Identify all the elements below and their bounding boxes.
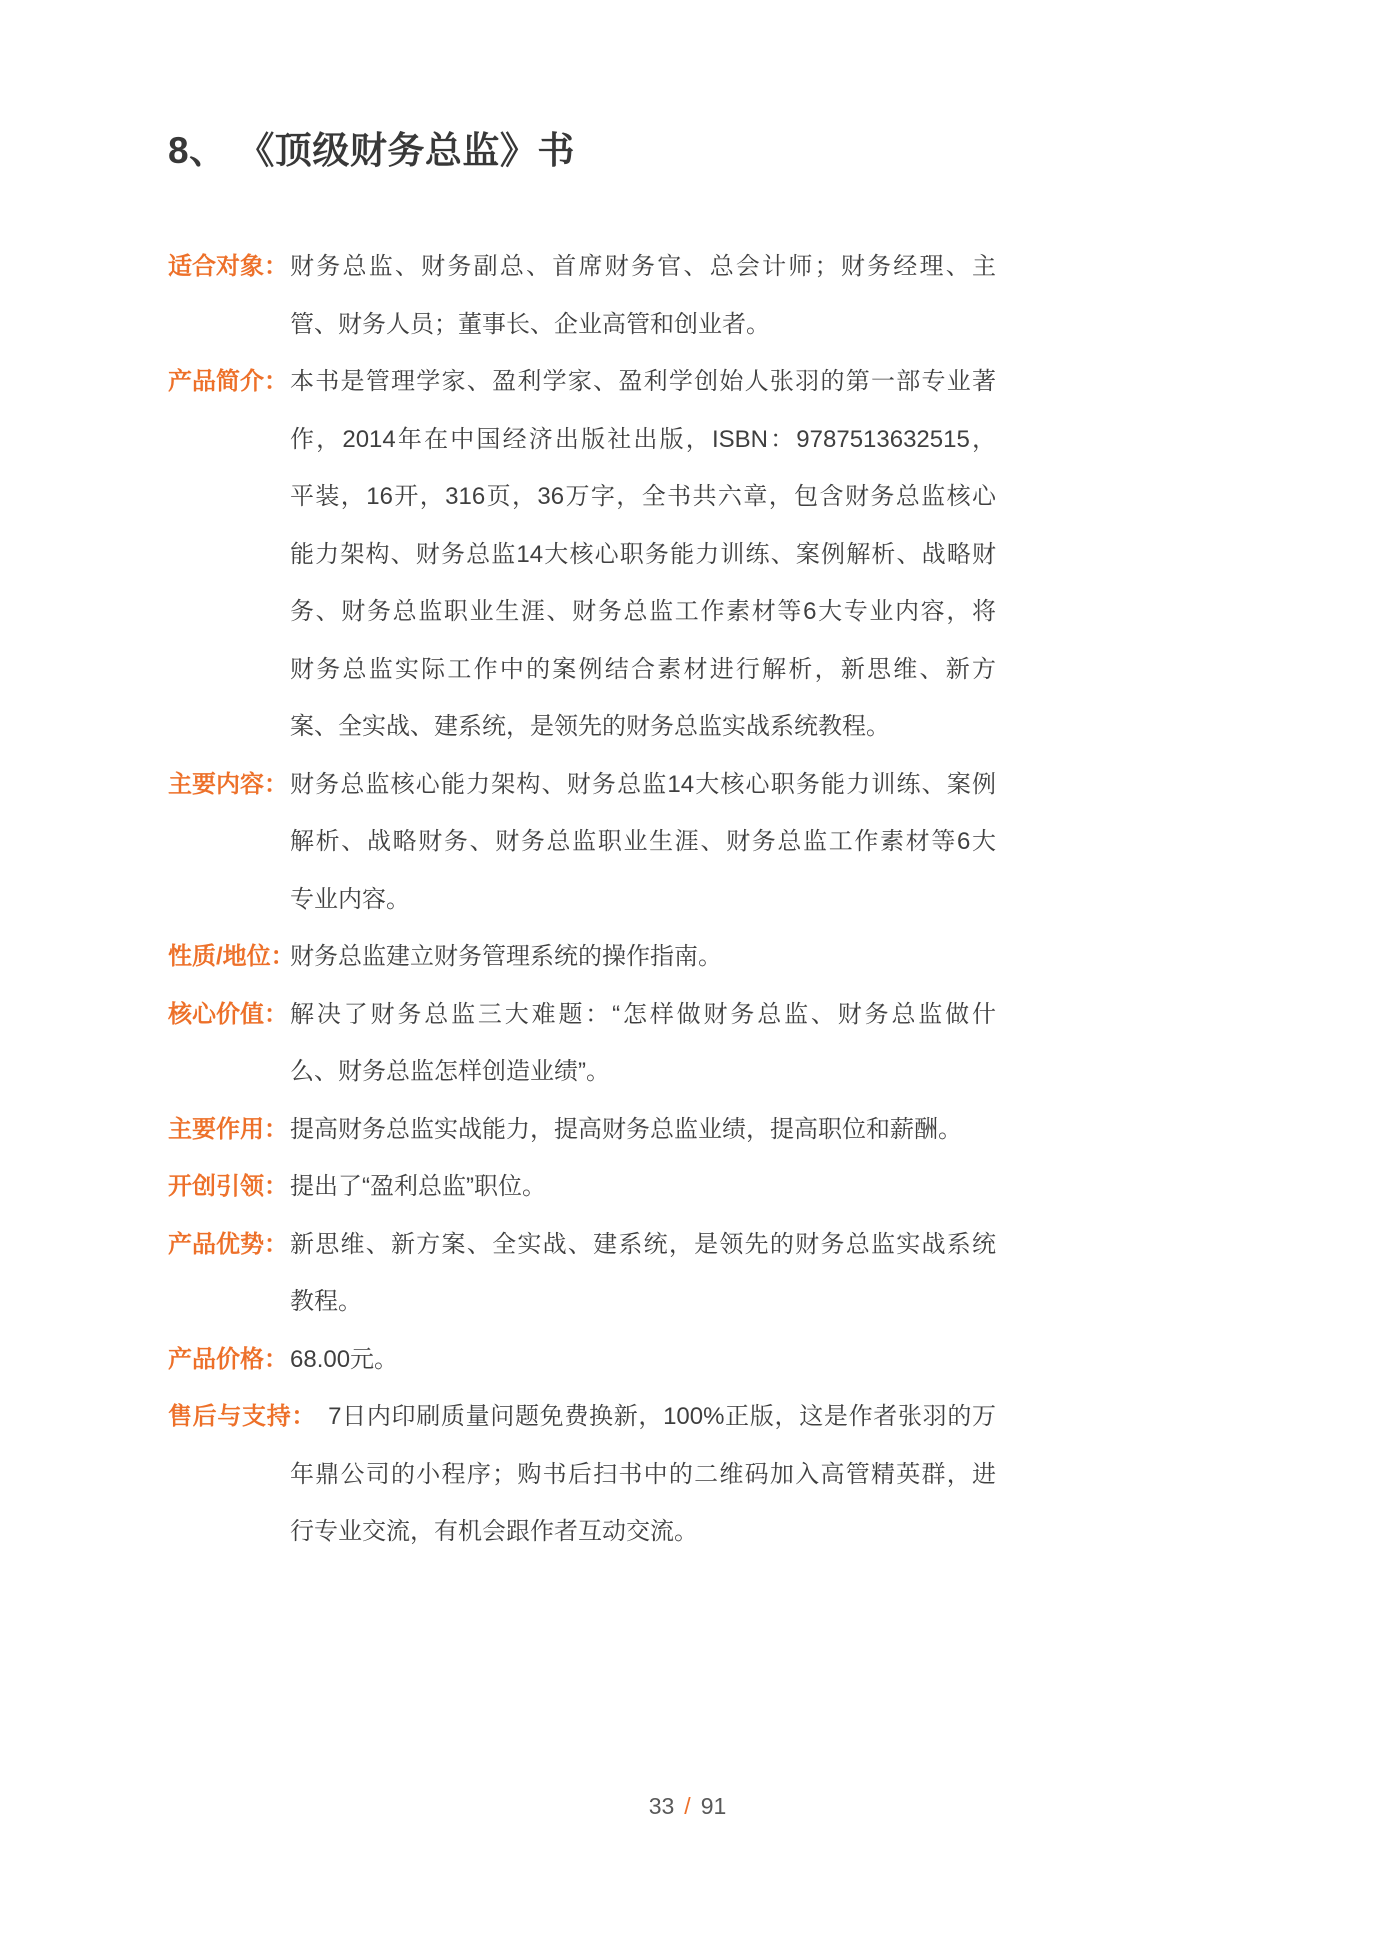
section-label: 主要内容：: [168, 770, 288, 798]
footer-current-page: 33: [648, 1793, 675, 1819]
text-line: 专业内容。: [290, 885, 410, 913]
section-row: [168, 1158, 1008, 1216]
footer-separator: /: [684, 1793, 691, 1819]
text-line: 务、财务总监职业生涯、财务总监工作素材等6大专业内容，将: [290, 598, 996, 625]
section-label: 性质/地位：: [168, 943, 295, 970]
document-body: [168, 128, 1008, 1561]
text-line: 财务总监建立财务管理系统的操作指南。: [290, 943, 722, 970]
text-line: 财务总监核心能力架构、财务总监14大核心职务能力训练、案例: [290, 770, 996, 798]
text-line: 么、财务总监怎样创造业绩”。: [290, 1058, 610, 1085]
text-line: 提高财务总监实战能力，提高财务总监业绩，提高职位和薪酬。: [290, 1115, 962, 1143]
section-row: [168, 928, 1008, 986]
text-line: 案、全实战、建系统，是领先的财务总监实战系统教程。: [290, 713, 890, 740]
section-content: [290, 1216, 996, 1331]
text-line: 新思维、新方案、全实战、建系统，是领先的财务总监实战系统: [290, 1230, 996, 1258]
section-content: [290, 1331, 996, 1389]
section-row: [168, 756, 1008, 929]
section-row: [168, 1216, 1008, 1331]
section-content: [290, 353, 996, 756]
section-label: 产品优势：: [168, 1230, 288, 1258]
text-line: 本书是管理学家、盈利学家、盈利学创始人张羽的第一部专业著: [290, 368, 996, 395]
text-line: 年鼎公司的小程序；购书后扫书中的二维码加入高管精英群，进: [290, 1460, 996, 1488]
section-content: [168, 1388, 996, 1561]
section-row: [168, 1388, 1008, 1561]
section-content: [290, 1158, 996, 1216]
text-line: 解析、战略财务、财务总监职业生涯、财务总监工作素材等6大: [290, 828, 996, 855]
text-line: 能力架构、财务总监14大核心职务能力训练、案例解析、战略财: [290, 540, 996, 568]
sections: [168, 238, 1008, 1561]
section-label: 产品价格：: [168, 1345, 288, 1373]
footer-total-pages: 91: [700, 1793, 727, 1819]
text-line: 财务总监实际工作中的案例结合素材进行解析，新思维、新方: [290, 655, 996, 683]
section-label: 核心价值：: [168, 1000, 288, 1028]
page-footer: [0, 1793, 1375, 1820]
text-line: 解决了财务总监三大难题：“怎样做财务总监、财务总监做什: [290, 1000, 996, 1028]
text-line: 行专业交流，有机会跟作者互动交流。: [290, 1518, 698, 1545]
text-line: 教程。: [290, 1288, 362, 1315]
section-content: [290, 928, 996, 986]
text-line: 管、财务人员；董事长、企业高管和创业者。: [290, 310, 770, 338]
text-line: 68.00元。: [290, 1345, 399, 1373]
section-label: 售后与支持：: [168, 1403, 317, 1430]
section-label: 产品简介：: [168, 368, 288, 395]
section-row: [168, 1101, 1008, 1159]
page-title: 8、 《顶级财务总监》书: [168, 130, 575, 171]
text-line: 提出了“盈利总监”职位。: [290, 1173, 546, 1200]
section-content: [290, 986, 996, 1101]
text-line: 售后与支持： 7日内印刷质量问题免费换新，100%正版，这是作者张羽的万: [168, 1403, 996, 1430]
section-label: 开创引领：: [168, 1173, 288, 1200]
text-line: 财务总监、财务副总、首席财务官、总会计师；财务经理、主: [290, 253, 996, 280]
section-row: [168, 238, 1008, 353]
section-content: [290, 756, 996, 929]
section-row: [168, 1331, 1008, 1389]
section-row: [168, 353, 1008, 756]
section-content: [290, 1101, 996, 1159]
text-line: 平装，16开，316页，36万字，全书共六章，包含财务总监核心: [290, 483, 996, 510]
section-content: [290, 238, 996, 353]
section-label: 主要作用：: [168, 1115, 288, 1143]
text-line: 作，2014年在中国经济出版社出版，ISBN：9787513632515，: [290, 425, 996, 453]
section-label: 适合对象：: [168, 253, 288, 280]
section-row: [168, 986, 1008, 1101]
